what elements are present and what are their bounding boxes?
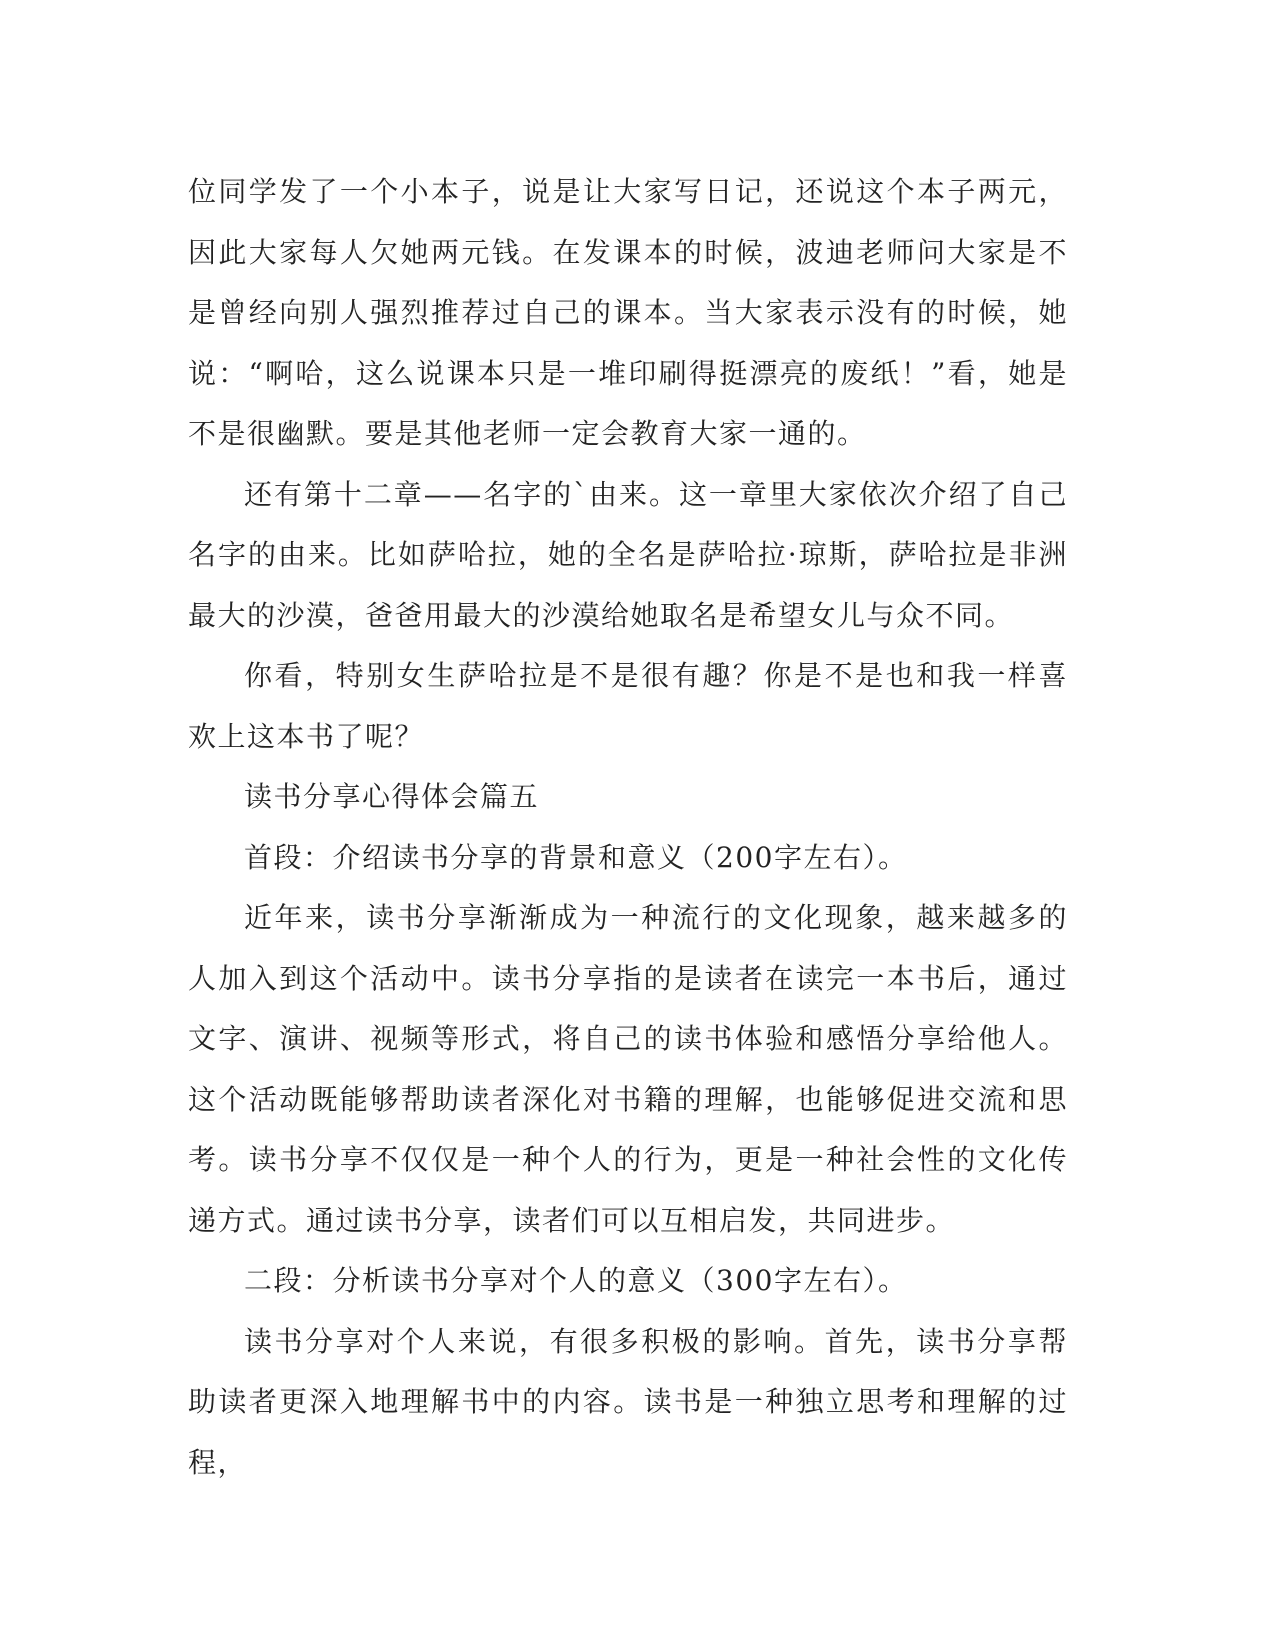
subheading-second-section: 二段：分析读书分享对个人的意义（300字左右）。 (244, 1264, 908, 1297)
paragraph-chapter-twelve: 还有第十二章——名字的`由来。这一章里大家依次介绍了自己名字的由来。比如萨哈拉，她的全名是萨哈拉·琼斯，萨哈拉是非洲最大的沙漠，爸爸用最大的沙漠给她取名是希望女儿与众不同。 (188, 477, 1068, 632)
paragraph-continuation: 位同学发了一个小本子，说是让大家写日记，还说这个本子两元，因此大家每人欠她两元钱。在发课本的时候，波迪老师问大家是不是曾经向别人强烈推荐过自己的课本。当大家表示没有的时候，她说：“啊哈，这么说课本只是一堆印刷得挺漂亮的废纸！”看，她是不是很幽默。要是其他老师一定会教育大家一通的。 (188, 175, 1068, 450)
document-body (188, 162, 1068, 1493)
paragraph-question: 你看，特别女生萨哈拉是不是很有趣？你是不是也和我一样喜欢上这本书了呢？ (188, 659, 1068, 753)
section-heading: 读书分享心得体会篇五 (244, 780, 540, 813)
paragraph-introduction: 近年来，读书分享渐渐成为一种流行的文化现象，越来越多的人加入到这个活动中。读书分享指的是读者在读完一本书后，通过文字、演讲、视频等形式，将自己的读书体验和感悟分享给他人。这个活动既能够帮助读者深化对书籍的理解，也能够促进交流和思考。读书分享不仅仅是一种个人的行为，更是一种社会性的文化传递方式。通过读书分享，读者们可以互相启发，共同进步。 (188, 901, 1068, 1237)
paragraph-personal-significance: 读书分享对个人来说，有很多积极的影响。首先，读书分享帮助读者更深入地理解书中的内容。读书是一种独立思考和理解的过程， (188, 1324, 1068, 1479)
subheading-first-section: 首段：介绍读书分享的背景和意义（200字左右）。 (244, 840, 908, 874)
